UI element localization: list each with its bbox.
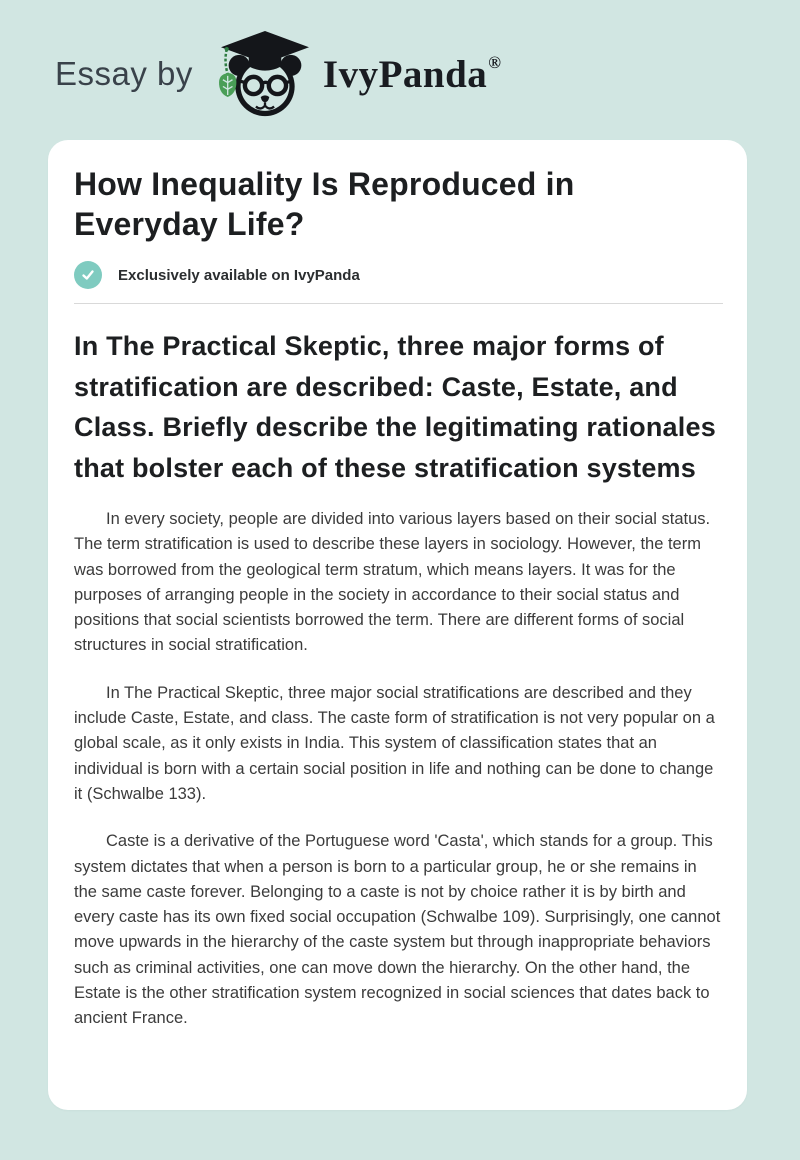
brand-name: IvyPanda xyxy=(322,52,488,96)
essay-by-label: Essay by xyxy=(55,55,193,92)
essay-paragraph: In every society, people are divided into various layers based on their social status. The term stratification is used to describe these layers in sociology. However, the term was borrowed from the geological term stratum, which means layers. It was for the purposes of arranging people in the society in accordance to their social status and positions that social scientists borrowed the term. There are different forms of social structures in social stratification. xyxy=(74,510,711,655)
ivypanda-logo[interactable] xyxy=(217,30,313,118)
panda-graduate-icon xyxy=(217,30,313,118)
site-header xyxy=(55,28,745,120)
essay-card xyxy=(48,140,747,1110)
essay-body xyxy=(74,507,723,1032)
check-icon xyxy=(74,261,102,289)
divider xyxy=(74,303,723,304)
essay-question-heading: In The Practical Skeptic, three major forms of stratification are described: Caste, Estate, and Class. Briefly describe the legitimating rationales that bolster each of these stratification systems xyxy=(74,331,716,483)
registered-mark: ® xyxy=(488,52,502,72)
brand-wordmark[interactable] xyxy=(323,52,502,97)
essay-paragraph: In The Practical Skeptic, three major social stratifications are described and they include Caste, Estate, and class. The caste form of stratification is not very popular on a global scale, as it only exists in India. This system of classification states that an individual is born with a certain social position in life and nothing can be done to change it (Schwalbe 133). xyxy=(74,683,715,803)
page-title: How Inequality Is Reproduced in Everyday Life? xyxy=(74,166,575,242)
availability-label: Exclusively available on IvyPanda xyxy=(118,266,360,284)
essay-paragraph: Caste is a derivative of the Portuguese word 'Casta', which stands for a group. This system dictates that when a person is born to a particular group, he or she remains in the same caste forever. Belonging to a caste is not by choice rather it is by birth and every caste has its own fixed social occupation (Schwalbe 109). Surprisingly, one cannot move upwards in the hierarchy of the caste system but through inappropriate behaviors such as criminal activities, one can move down the hierarchy. On the other hand, the Estate is the other stratification system recognized in social sciences that dates back to ancient France. xyxy=(74,832,721,1028)
availability-badge xyxy=(74,261,723,289)
